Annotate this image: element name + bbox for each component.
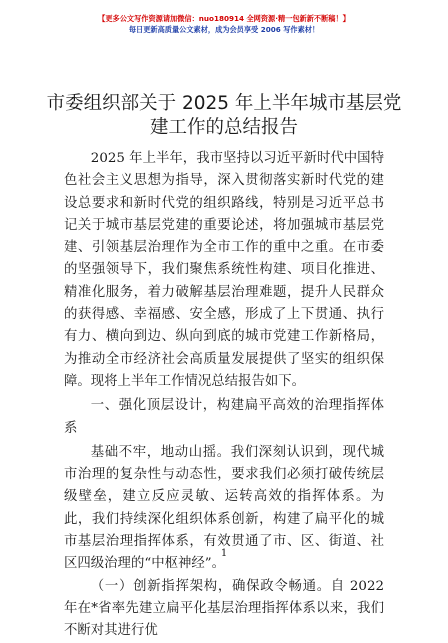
body-paragraph: 基础不牢，地动山摇。我们深刻认识到，现代城市治理的复杂性与动态性，要求我们必须打破传统层级壁垒，建立反应灵敏、运转高效的指挥体系。为此，我们持续深化组织体系创新，构建了扁平化的城市基层治理指挥体系，有效贯通了市、区、街道、社区四级治理的“中枢神经”。 (64, 444, 384, 572)
promo-banner (96, 13, 352, 35)
document-body (64, 148, 384, 643)
page-number: 1 (220, 548, 228, 559)
document-title: 市委组织部关于 2025 年上半年城市基层党建工作的总结报告 (46, 93, 402, 138)
promo-banner-line-1: 【更多公文写作资源请加微信：nuo180914 全网资源·精一包新新不断稿！】 (98, 14, 350, 23)
intro-paragraph: 2025 年上半年，我市坚持以习近平新时代中国特色社会主义思想为指导，深入贯彻落实新时代党的建设总要求和新时代党的组织路线，特别是习近平总书记关于城市基层党建的重要论述，将加强城市基层党建、引领基层治理作为全市工作的重中之重。在市委的坚强领导下，我们聚焦系统性构建、项目化推进、精准化服务，着力破解基层治理难题，提升人民群众的获得感、幸福感、安全感，形成了上下贯通、执行有力、横向到边、纵向到底的城市党建工作新格局，为推动全市经济社会高质量发展提供了坚实的组织保障。现将上半年工作情况总结报告如下。 (64, 151, 384, 389)
subsection-paragraph: （一）创新指挥架构，确保政令畅通。自 2022 年在*省率先建立扁平化基层治理指挥体系以来，我们不断对其进行优 (64, 578, 384, 639)
promo-banner-line-2: 每日更新高质量公文素材，成为会员享受 2006 写作素材！ (128, 25, 320, 34)
section-heading: 一、强化顶层设计，构建扁平高效的治理指挥体系 (64, 398, 384, 436)
